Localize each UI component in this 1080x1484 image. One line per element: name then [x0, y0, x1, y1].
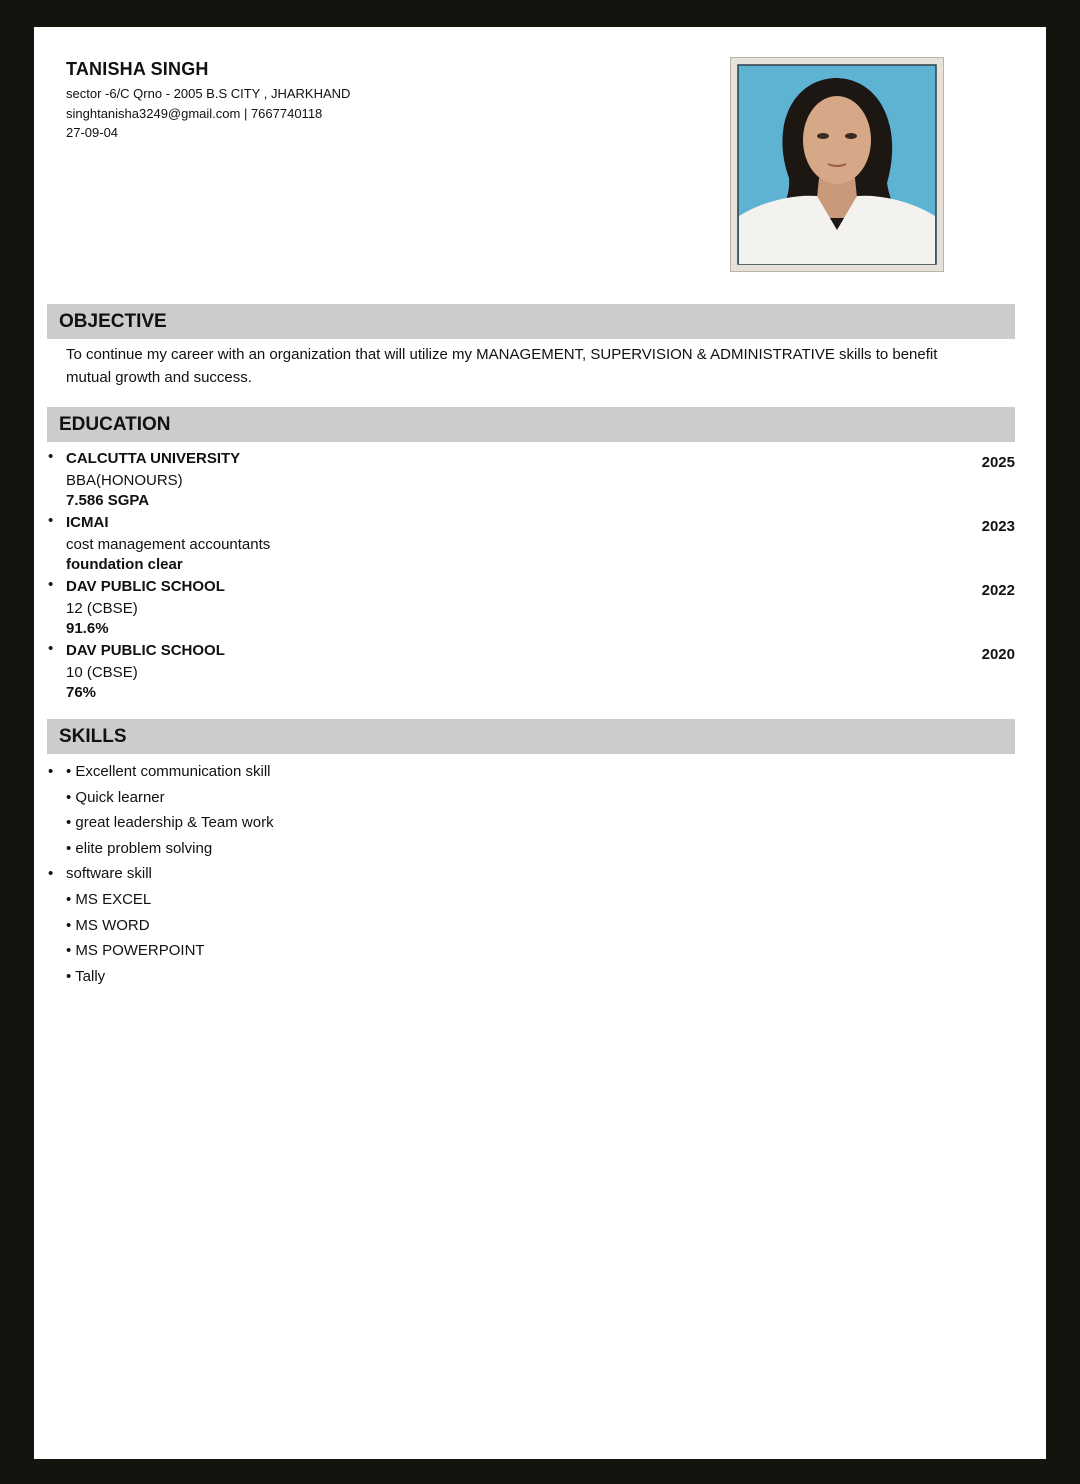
year: 2020 [981, 646, 1015, 663]
skill-item [66, 938, 966, 964]
score: 91.6% [66, 620, 109, 637]
skill-item [66, 964, 966, 990]
bullet: • [48, 576, 54, 593]
education-list [48, 448, 1015, 705]
skills-list [48, 759, 966, 989]
course: 12 (CBSE) [66, 600, 138, 617]
skill-item [66, 913, 966, 939]
education-heading: EDUCATION [47, 407, 1015, 442]
skills-heading: SKILLS [47, 719, 1015, 754]
year: 2023 [981, 518, 1015, 535]
bullet: • [48, 448, 54, 465]
skill-text: software skill [66, 865, 152, 883]
skill-text: • MS WORD [66, 916, 150, 934]
skill-text: • elite problem solving [66, 839, 213, 857]
skill-text: • Quick learner [66, 788, 165, 806]
skill-item [66, 785, 966, 811]
education-item [48, 448, 1015, 513]
resume-page [34, 27, 1046, 1459]
year: 2025 [981, 454, 1015, 471]
bullet: • [48, 512, 54, 529]
institution: ICMAI [66, 514, 109, 531]
education-item [48, 640, 1015, 705]
score: foundation clear [66, 556, 183, 573]
skill-text: • Excellent communication skill [66, 763, 271, 780]
skill-text: • MS POWERPOINT [66, 942, 205, 960]
course: BBA(HONOURS) [66, 472, 183, 489]
objective-heading: OBJECTIVE [47, 304, 1015, 339]
skill-item [66, 810, 966, 836]
skill-item [48, 861, 966, 887]
skill-item [48, 759, 966, 785]
address: sector -6/C Qrno - 2005 B.S CITY , JHARKHAND [66, 86, 351, 101]
course: cost management accountants [66, 536, 271, 553]
email-phone: singhtanisha3249@gmail.com | 7667740118 [66, 105, 323, 121]
skill-text: • Tally [66, 967, 106, 985]
objective-text: To continue my career with an organization that will utilize my MANAGEMENT, SUPERVISION & ADMINISTRATIVE skills to benefit mutual growth and success. [66, 346, 938, 386]
bullet: • [48, 865, 54, 883]
year: 2022 [981, 582, 1015, 599]
course: 10 (CBSE) [66, 664, 138, 681]
skill-item [66, 887, 966, 913]
candidate-name: TANISHA SINGH [66, 59, 209, 79]
skill-item [66, 836, 966, 862]
skill-text: • great leadership & Team work [66, 814, 274, 832]
score: 7.586 SGPA [66, 492, 150, 509]
bullet: • [48, 763, 54, 780]
contact-header [66, 59, 350, 143]
bullet: • [48, 640, 54, 657]
education-item [48, 576, 1015, 641]
skill-text: • MS EXCEL [66, 890, 152, 908]
date-of-birth: 27-09-04 [66, 125, 119, 140]
portrait-photo [730, 57, 944, 272]
institution: DAV PUBLIC SCHOOL [66, 578, 225, 595]
institution: CALCUTTA UNIVERSITY [66, 450, 241, 467]
education-item [48, 512, 1015, 577]
score: 76% [66, 684, 97, 701]
institution: DAV PUBLIC SCHOOL [66, 642, 225, 659]
